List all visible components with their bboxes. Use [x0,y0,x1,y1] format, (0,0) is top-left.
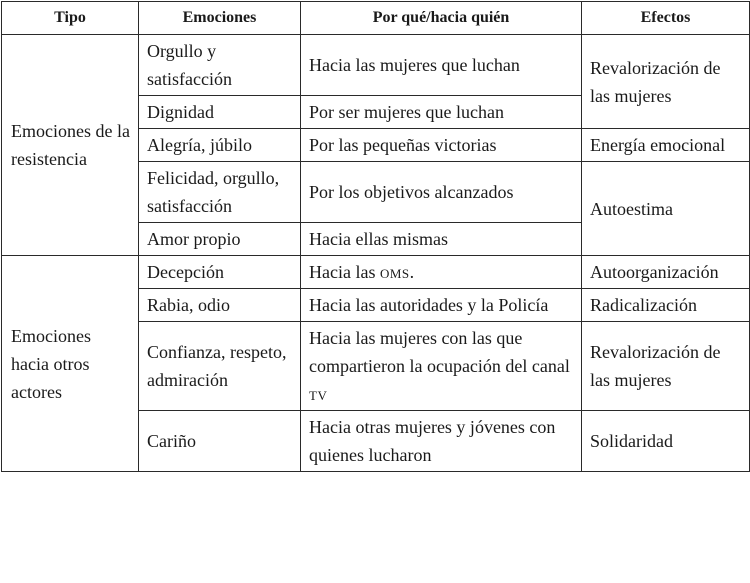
emocion-cell: Dignidad [139,96,301,129]
porque-cell: Hacia otras mujeres y jóvenes con quienes lucharon [301,411,582,472]
emocion-cell: Orgullo y satisfacción [139,35,301,96]
header-efectos: Efectos [582,2,750,35]
efecto-cell: Revalorización de las mujeres [582,35,750,129]
porque-cell [301,322,582,411]
porque-text: Hacia las mujeres con las que compartieron la ocupación del canal [309,328,570,376]
tipo-resistencia: Emociones de la resistencia [2,35,139,256]
tipo-otros-actores: Emociones hacia otros actores [2,256,139,472]
emocion-cell: Rabia, odio [139,289,301,322]
header-tipo: Tipo [2,2,139,35]
porque-cell [301,256,582,289]
header-por-que: Por qué/hacia quién [301,2,582,35]
porque-cell: Por los objetivos alcanzados [301,162,582,223]
efecto-cell: Energía emocional [582,129,750,162]
efecto-cell: Revalorización de las mujeres [582,322,750,411]
emocion-cell: Amor propio [139,223,301,256]
abbr-tv: tv [309,384,328,404]
emocion-cell: Confianza, respeto, admiración [139,322,301,411]
emocion-cell: Decepción [139,256,301,289]
emocion-cell: Alegría, júbilo [139,129,301,162]
efecto-cell: Autoorganización [582,256,750,289]
table-row [2,256,750,289]
abbr-oms: oms [379,262,410,282]
efecto-cell: Radicalización [582,289,750,322]
table-row [2,35,750,96]
emocion-cell: Cariño [139,411,301,472]
header-emociones: Emociones [139,2,301,35]
porque-cell: Hacia las autoridades y la Policía [301,289,582,322]
header-row [2,2,750,35]
emocion-cell: Felicidad, orgullo, satisfacción [139,162,301,223]
porque-cell: Por ser mujeres que luchan [301,96,582,129]
porque-cell: Por las pequeñas victorias [301,129,582,162]
emotions-table [1,1,750,472]
porque-cell: Hacia las mujeres que luchan [301,35,582,96]
porque-cell: Hacia ellas mismas [301,223,582,256]
efecto-cell: Autoestima [582,162,750,256]
porque-text: Hacia las [309,262,376,282]
efecto-cell: Solidaridad [582,411,750,472]
porque-punct: . [409,262,415,282]
